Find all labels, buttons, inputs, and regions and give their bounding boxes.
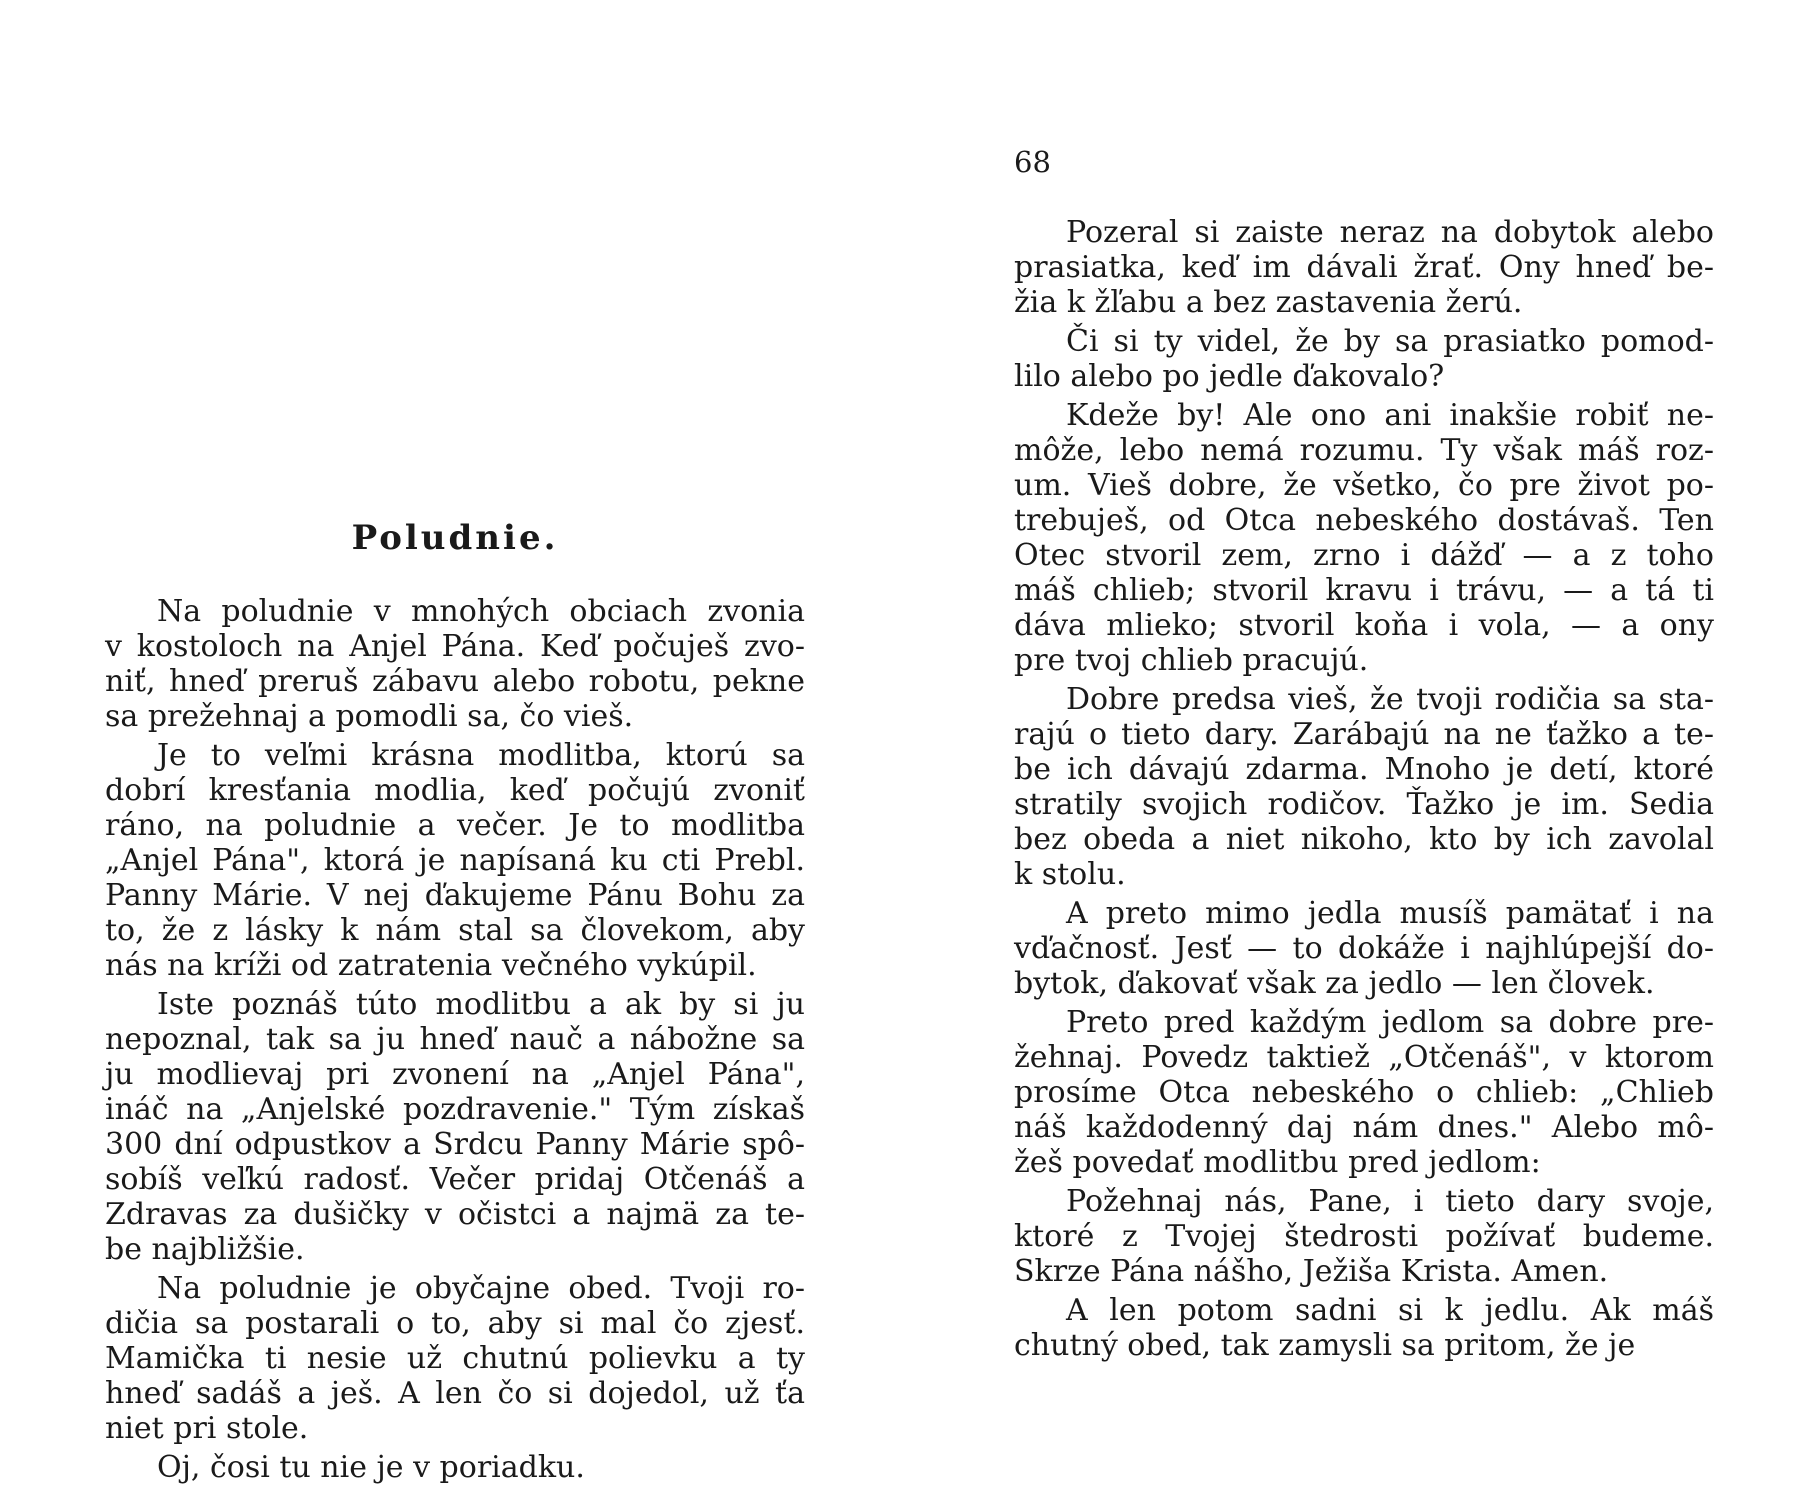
paragraph: [1014, 1184, 1714, 1289]
text-line: Či si ty videl, že by sa prasiatko pomod-: [1066, 324, 1714, 359]
text-line: sobíš veľkú radosť. Večer pridaj Otčenáš a: [105, 1162, 805, 1197]
text-line: A len potom sadni si k jedlu. Ak máš: [1066, 1293, 1714, 1328]
left-page: [105, 0, 805, 1500]
paragraph: [1014, 324, 1714, 394]
text-line: vďačnosť. Jesť — to dokáže i najhlúpejší do-: [1014, 931, 1714, 966]
text-line: A preto mimo jedla musíš pamätať i na: [1066, 896, 1714, 931]
text-line: um. Vieš dobre, že všetko, čo pre život po-: [1014, 468, 1714, 503]
text-line: Požehnaj nás, Pane, i tieto dary svoje,: [1066, 1184, 1714, 1219]
text-line: hneď sadáš a ješ. A len čo si dojedol, už ťa: [105, 1376, 805, 1411]
text-line: Oj, čosi tu nie je v poriadku.: [157, 1450, 585, 1485]
paragraph: [1014, 1005, 1714, 1180]
paragraph: [105, 594, 805, 734]
text-line: dobrí kresťania modlia, keď počujú zvoniť: [105, 773, 805, 808]
text-line: žehnaj. Povedz taktiež „Otčenáš", v ktorom: [1014, 1040, 1714, 1075]
text-line: Zdravas za dušičky v očistci a najmä za te-: [105, 1197, 805, 1232]
text-line: nepoznal, tak sa ju hneď nauč a nábožne sa: [105, 1022, 805, 1057]
text-line: lilo alebo po jedle ďakovalo?: [1014, 359, 1445, 394]
paragraph: [1014, 896, 1714, 1001]
right-page: [1014, 0, 1714, 1500]
paragraph: [105, 738, 805, 983]
text-line: máš chlieb; stvoril kravu i trávu, — a tá ti: [1014, 573, 1714, 608]
text-line: môže, lebo nemá rozumu. Ty však máš roz-: [1014, 433, 1714, 468]
text-line: sa prežehnaj a pomodli sa, čo vieš.: [105, 699, 634, 734]
text-line: Na poludnie je obyčajne obed. Tvoji ro-: [157, 1271, 805, 1306]
text-line: be najbližšie.: [105, 1232, 305, 1267]
text-line: „Anjel Pána", ktorá je napísaná ku cti Prebl.: [105, 843, 805, 878]
text-line: Je to veľmi krásna modlitba, ktorú sa: [157, 738, 805, 773]
text-line: v kostoloch na Anjel Pána. Keď počuješ zvo-: [105, 629, 805, 664]
text-line: chutný obed, tak zamysli sa pritom, že je: [1014, 1328, 1636, 1363]
text-line: bez obeda a niet nikoho, kto by ich zavolal: [1014, 822, 1714, 857]
text-line: bytok, ďakovať však za jedlo — len človek.: [1014, 966, 1655, 1001]
text-line: žia k žľabu a bez zastavenia žerú.: [1014, 285, 1523, 320]
text-line: Skrze Pána nášho, Ježiša Krista. Amen.: [1014, 1254, 1609, 1289]
text-line: ktoré z Tvojej štedrosti požívať budeme.: [1014, 1219, 1714, 1254]
text-line: rajú o tieto dary. Zarábajú na ne ťažko a te-: [1014, 717, 1714, 752]
text-line: prasiatka, keď im dávali žrať. Ony hneď be-: [1014, 250, 1714, 285]
text-line: nás na kríži od zatratenia večného vykúpil.: [105, 948, 757, 983]
text-line: niť, hneď preruš zábavu alebo robotu, pekne: [105, 664, 805, 699]
text-line: Preto pred každým jedlom sa dobre pre-: [1066, 1005, 1714, 1040]
text-line: dičia sa postarali o to, aby si mal čo zjesť.: [105, 1306, 805, 1341]
paragraph: [1014, 398, 1714, 678]
text-line: žeš povedať modlitbu pred jedlom:: [1014, 1145, 1541, 1180]
paragraph: [1014, 682, 1714, 892]
paragraph: [105, 987, 805, 1267]
text-line: stratily svojich rodičov. Ťažko je im. Sedia: [1014, 787, 1714, 822]
text-line: 300 dní odpustkov a Srdcu Panny Márie spô-: [105, 1127, 805, 1162]
paragraph: [105, 1450, 805, 1485]
text-line: ráno, na poludnie a večer. Je to modlitba: [105, 808, 805, 843]
text-line: trebuješ, od Otca nebeského dostávaš. Ten: [1014, 503, 1714, 538]
text-line: náš každodenný daj nám dnes." Alebo mô-: [1014, 1110, 1714, 1145]
text-line: ináč na „Anjelské pozdravenie." Tým získaš: [105, 1092, 805, 1127]
text-line: be ich dávajú zdarma. Mnoho je detí, ktoré: [1014, 752, 1714, 787]
paragraph: [105, 1271, 805, 1446]
text-line: Mamička ti nesie už chutnú polievku a ty: [105, 1341, 805, 1376]
text-line: k stolu.: [1014, 857, 1126, 892]
text-line: Na poludnie v mnohých obciach zvonia: [157, 594, 805, 629]
text-line: Dobre predsa vieš, že tvoji rodičia sa sta-: [1066, 682, 1714, 717]
paragraph: [1014, 1293, 1714, 1363]
text-line: Panny Márie. V nej ďakujeme Pánu Bohu za: [105, 878, 805, 913]
text-line: Iste poznáš túto modlitbu a ak by si ju: [157, 987, 805, 1022]
right-page-body: [1014, 215, 1714, 1367]
text-line: to, že z lásky k nám stal sa človekom, aby: [105, 913, 805, 948]
chapter-title: Poludnie.: [351, 518, 559, 558]
left-page-body: [105, 594, 805, 1489]
text-line: prosíme Otca nebeského o chlieb: „Chlieb: [1014, 1075, 1714, 1110]
text-line: ju modlievaj pri zvonení na „Anjel Pána",: [105, 1057, 805, 1092]
page-number: 68: [1014, 145, 1051, 179]
text-line: Otec stvoril zem, zrno i dážď — a z toho: [1014, 538, 1714, 573]
text-line: niet pri stole.: [105, 1411, 309, 1446]
text-line: dáva mlieko; stvoril koňa i vola, — a ony: [1014, 608, 1714, 643]
paragraph: [1014, 215, 1714, 320]
text-line: pre tvoj chlieb pracujú.: [1014, 643, 1369, 678]
text-line: Pozeral si zaiste neraz na dobytok alebo: [1066, 215, 1714, 250]
text-line: Kdeže by! Ale ono ani inakšie robiť ne-: [1066, 398, 1714, 433]
